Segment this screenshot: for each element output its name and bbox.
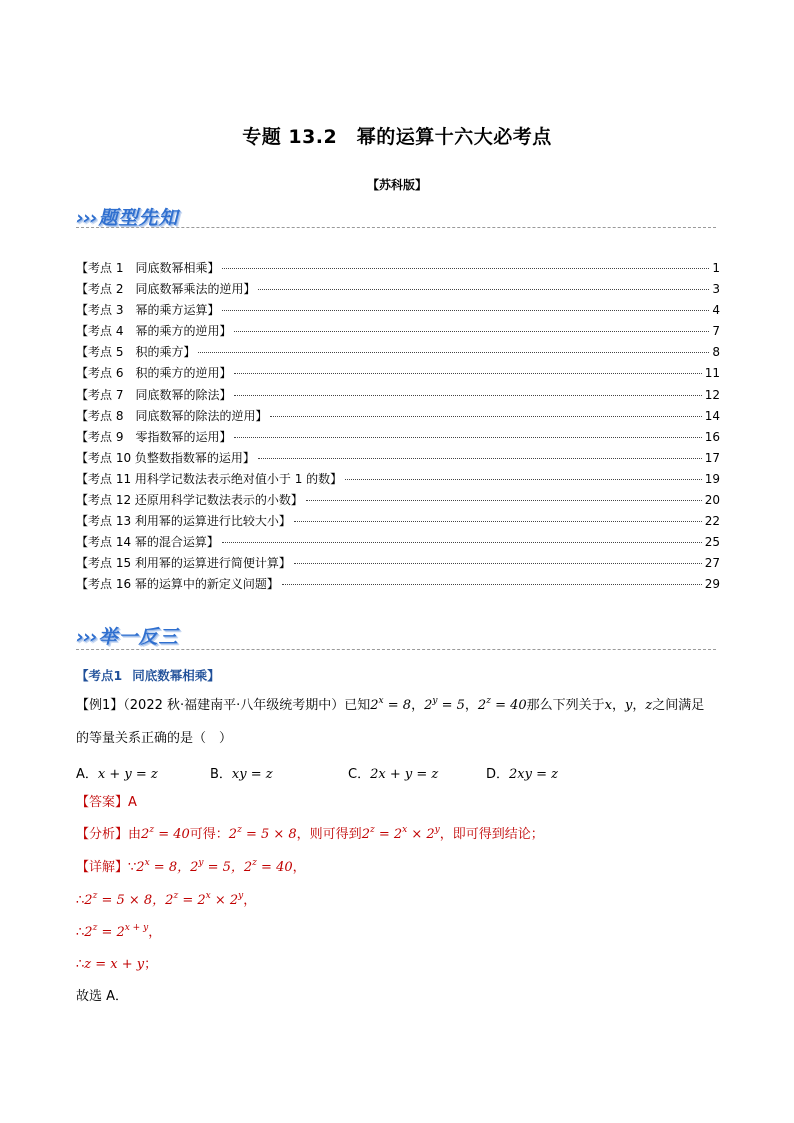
detail-label: 【详解】 <box>76 860 129 875</box>
toc-label: 【考点 13 利用幂的运算进行比较大小】 <box>76 514 291 529</box>
toc-leader-dots <box>258 458 702 459</box>
sep: ， <box>464 698 478 713</box>
toc-leader-dots <box>234 331 709 332</box>
toc-leader-dots <box>258 289 709 290</box>
math-expr: $2^z = 2^x \times 2^y$ <box>361 825 440 842</box>
toc-entry[interactable] <box>76 449 720 470</box>
toc-leader-dots <box>234 395 701 396</box>
toc-page-number: 19 <box>704 471 720 486</box>
example-question: 【例1】（2022 秋·福建南平·八年级统考期中）已知$2^x = 8$，$2^y = 5$，$2^z = 40$那么下列关于x，y，z之间满足 <box>76 696 705 713</box>
toc-label: 【考点 12 还原用科学记数法表示的小数】 <box>76 493 303 508</box>
option-letter: D． <box>486 767 510 782</box>
toc-entry[interactable] <box>76 386 720 407</box>
toc-label: 【考点 9 零指数幂的运用】 <box>76 429 232 444</box>
analysis-text: 可得： <box>189 827 229 842</box>
toc-label: 【考点 1 同底数幂相乘】 <box>76 261 220 275</box>
toc-label: 【考点 3 幂的乘方运算】 <box>76 303 220 318</box>
example-tail: 之间满足 <box>652 698 705 713</box>
toc-leader-dots <box>270 416 701 417</box>
section-name: 同底数幂相乘】 <box>132 668 220 683</box>
toc-page-number: 3 <box>712 282 720 297</box>
option-letter: C． <box>348 767 371 782</box>
toc-label: 【考点 5 积的乘方】 <box>76 345 196 360</box>
because-symbol: ∵ <box>128 860 137 875</box>
math-expr: $2^z = 5 \times 8$ <box>228 825 297 842</box>
toc-entry[interactable] <box>76 322 720 343</box>
detail-line-1: 【详解】$\because 2^x = 8$，$2^y = 5$，$2^z = 40$， <box>76 858 306 875</box>
example-question-line2: 的等量关系正确的是（ ） <box>76 731 233 746</box>
toc-label: 【考点 14 幂的混合运算】 <box>76 535 219 550</box>
toc-label: 【考点 8 同底数幂的除法的逆用】 <box>76 408 268 423</box>
banner-text: 题型先知 <box>98 207 179 229</box>
math-var: x <box>604 698 612 713</box>
option-expr: 2xy = z <box>509 767 558 782</box>
toc-entry[interactable] <box>76 259 720 280</box>
detail-line-4: ∴z = x + y； <box>76 957 158 972</box>
toc-entry[interactable] <box>76 343 720 364</box>
toc-label: 【考点 16 幂的运算中的新定义问题】 <box>76 577 279 592</box>
therefore-symbol: ∴ <box>76 925 85 940</box>
answer-label: 【答案】 <box>76 795 129 810</box>
toc-leader-dots <box>306 500 702 501</box>
math-expr: $2^z = 40$ <box>477 696 527 713</box>
detail-line-2: $\therefore 2^z = 5 \times 8$，$2^z = 2^x \times 2^y$， <box>76 891 257 908</box>
toc-page-number: 29 <box>704 577 720 592</box>
option-letter: B． <box>210 767 232 782</box>
toc-leader-dots <box>222 310 709 311</box>
banner-arrows: ››› <box>76 626 97 648</box>
answer-value: A <box>128 795 137 810</box>
toc-entry[interactable] <box>76 491 720 512</box>
section-kp: 【考点1 <box>76 668 123 683</box>
math-expr: z = x + y <box>84 957 145 972</box>
option-b <box>210 763 273 782</box>
example-mid: 那么下列关于 <box>526 698 605 713</box>
toc-entry[interactable] <box>76 280 720 301</box>
option-expr: 2x + y = z <box>370 767 439 782</box>
toc-leader-dots <box>198 352 709 353</box>
option-d <box>486 763 558 782</box>
edition-label: 【苏科版】 <box>366 178 427 192</box>
toc-label: 【考点 11 用科学记数法表示绝对值小于 1 的数】 <box>76 471 343 486</box>
section-heading <box>76 666 220 684</box>
toc-leader-dots <box>222 268 709 269</box>
toc-leader-dots <box>234 373 701 374</box>
answer-line <box>76 795 722 811</box>
analysis-label: 【分析】 <box>76 827 129 842</box>
toc-entry[interactable] <box>76 301 720 322</box>
toc-leader-dots <box>282 584 702 585</box>
toc-leader-dots <box>294 563 702 564</box>
option-letter: A． <box>76 767 98 782</box>
divider <box>76 649 716 650</box>
detail-line-3: $\therefore 2^z = 2^{x + y}$， <box>76 923 162 940</box>
banner-text: 举一反三 <box>98 626 179 648</box>
toc-page-number: 1 <box>712 261 720 275</box>
toc-page-number: 20 <box>704 493 720 508</box>
banner-examples <box>76 622 179 648</box>
table-of-contents <box>76 259 720 597</box>
toc-label: 【考点 7 同底数幂的除法】 <box>76 387 232 402</box>
math-expr: $2^z = 40$ <box>141 825 190 842</box>
math-expr: $2^x = 8$，$2^y = 5$，$2^z = 40$ <box>136 858 293 875</box>
toc-label: 【考点 4 幂的乘方的逆用】 <box>76 324 232 339</box>
toc-leader-dots <box>345 479 702 480</box>
option-expr: xy = z <box>231 767 273 782</box>
therefore-symbol: ∴ <box>76 893 85 908</box>
toc-label: 【考点 10 负整数指数幂的运用】 <box>76 450 255 465</box>
toc-page-number: 16 <box>704 429 720 444</box>
toc-page-number: 17 <box>704 450 720 465</box>
toc-entry[interactable] <box>76 575 720 596</box>
banner-arrows: ››› <box>76 207 97 229</box>
toc-leader-dots <box>222 542 702 543</box>
option-c <box>348 763 438 782</box>
conclusion-line: 故选 A． <box>76 989 129 1004</box>
analysis-text: 由 <box>128 827 142 842</box>
toc-entry[interactable] <box>76 364 720 385</box>
toc-entry[interactable] <box>76 533 720 554</box>
toc-page-number: 22 <box>704 514 720 529</box>
toc-entry[interactable] <box>76 512 720 533</box>
toc-label: 【考点 6 积的乘方的逆用】 <box>76 366 232 381</box>
therefore-symbol: ∴ <box>76 957 85 972</box>
option-expr: x + y = z <box>97 767 158 782</box>
example-prefix: 【例1】（2022 秋·福建南平·八年级统考期中）已知 <box>76 698 371 713</box>
divider <box>76 227 716 228</box>
sep: ， <box>411 698 425 713</box>
toc-entry[interactable] <box>76 554 720 575</box>
toc-page-number: 4 <box>712 303 720 318</box>
analysis-text: ，即可得到结论； <box>439 827 544 842</box>
analysis-text: ，则可得到 <box>296 827 362 842</box>
math-var: y <box>625 698 633 713</box>
page-title: 专题 13.2 幂的运算十六大必考点 <box>242 126 552 148</box>
analysis-line <box>76 827 722 843</box>
math-expr: $2^z = 2^{x + y}$ <box>84 923 149 940</box>
math-expr: $2^x = 8$ <box>370 696 412 713</box>
toc-page-number: 8 <box>712 345 720 360</box>
math-expr: $2^z = 5 \times 8$，$2^z = 2^x \times 2^y$ <box>84 891 244 908</box>
toc-page-number: 27 <box>704 556 720 571</box>
math-expr: $2^y = 5$ <box>424 696 465 713</box>
toc-entry[interactable] <box>76 407 720 428</box>
toc-page-number: 7 <box>712 324 720 339</box>
math-var: z <box>645 698 653 713</box>
toc-leader-dots <box>234 437 701 438</box>
toc-page-number: 25 <box>704 535 720 550</box>
toc-entry[interactable] <box>76 428 720 449</box>
toc-page-number: 11 <box>704 366 720 381</box>
banner-question-types <box>76 203 179 229</box>
option-a <box>76 763 158 782</box>
toc-leader-dots <box>294 521 702 522</box>
toc-entry[interactable] <box>76 470 720 491</box>
toc-label: 【考点 2 同底数幂乘法的逆用】 <box>76 282 256 297</box>
toc-page-number: 12 <box>704 387 720 402</box>
toc-page-number: 14 <box>704 408 720 423</box>
toc-label: 【考点 15 利用幂的运算进行简便计算】 <box>76 556 291 571</box>
